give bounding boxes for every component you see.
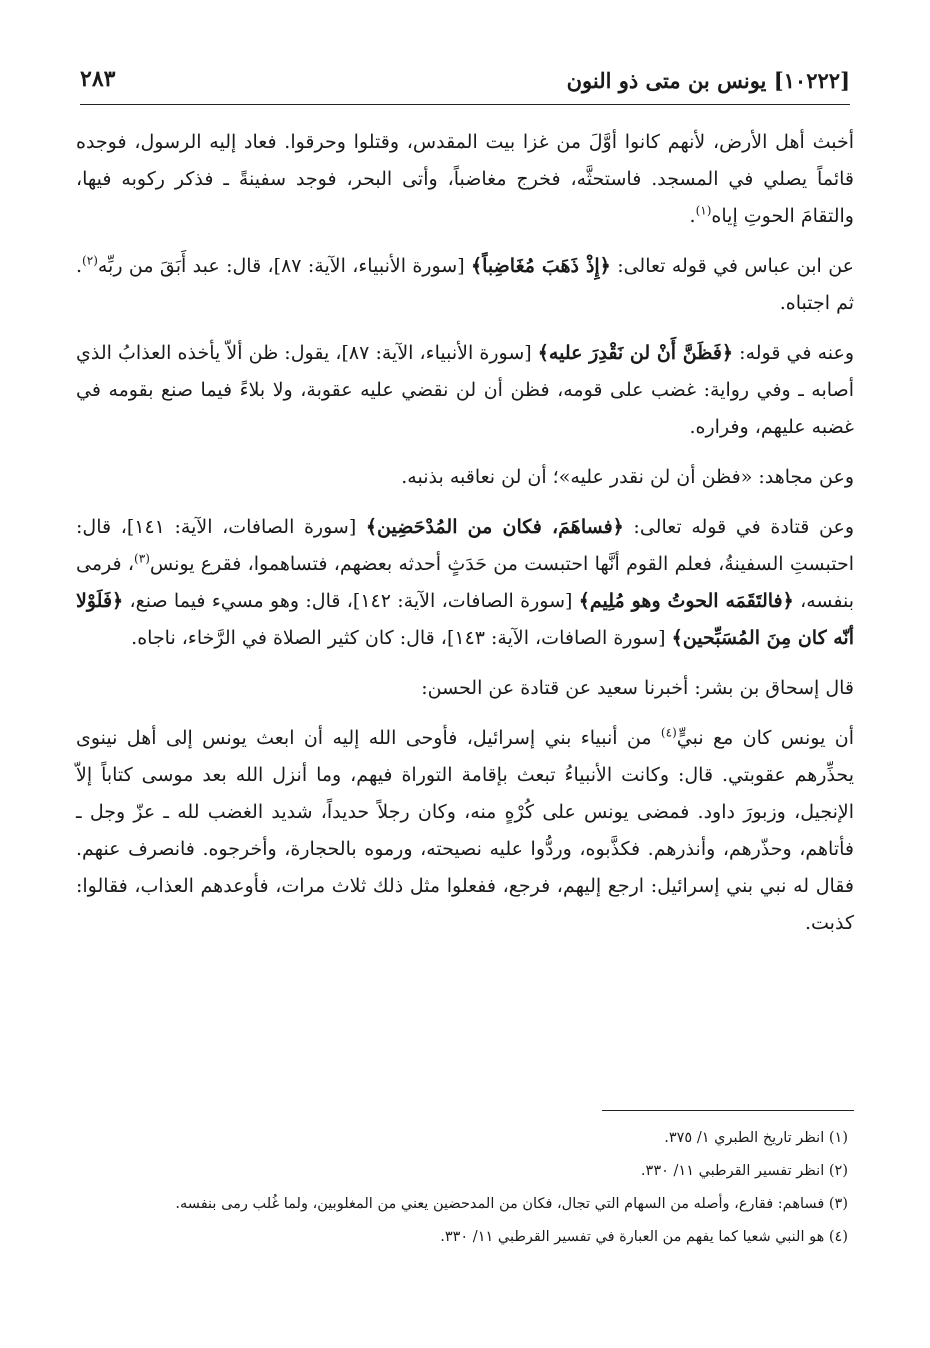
paragraph	[76, 335, 854, 446]
main-text	[76, 124, 854, 955]
text-run: [سورة الأنبياء، الآية: ٨٧]، يقول: ظن ألاّ يأخذه العذابُ الذي أصابه ـ وفي رواية: غضب على قومه، فظن أن لن نقضي عليه عقوبة، ولا بلاءً فيما صنع بقومه في غضبه عليهم، وفراره.	[76, 342, 854, 438]
footnote-text: انظر تاريخ الطبري ١/ ٣٧٥.	[664, 1130, 825, 1146]
footnote	[76, 1122, 848, 1155]
quran-quote: ﴿فَظَنَّ أَنْ لن نَقْدِرَ عليه﴾	[537, 342, 734, 364]
text-run: [سورة الأنبياء، الآية: ٨٧]، قال: عبد أَبَقَ من ربِّه	[97, 255, 471, 277]
paragraph	[76, 248, 854, 322]
text-run: وعن مجاهد: «فظن أن لن نقدر عليه»؛ أن لن نعاقبه بذنبه.	[401, 466, 854, 488]
text-run: وعنه في قوله:	[733, 342, 855, 364]
quran-quote: ﴿فساهَمَ، فكان من المُدْحَضِين﴾	[365, 516, 624, 538]
quran-quote: ﴿إِذْ ذَهَبَ مُغَاضِباً﴾	[471, 255, 611, 277]
paragraph	[76, 670, 854, 707]
text-run: [سورة الصافات، الآية: ١٤٣]، قال: كان كثير الصلاة في الرَّخاء، ناجاه.	[131, 627, 672, 649]
footnote-ref: (٣)	[134, 551, 150, 566]
text-run: ، فرمى بنفسه،	[76, 553, 854, 612]
footnote	[76, 1188, 848, 1221]
footnote-number: (٤)	[828, 1229, 848, 1245]
footnote-ref: (٤)	[660, 725, 677, 740]
text-run: قال إسحاق بن بشر: أخبرنا سعيد عن قتادة عن الحسن:	[421, 677, 854, 699]
page-number: ٢٨٣	[80, 66, 116, 92]
text-run: من أنبياء بني إسرائيل، فأوحى الله إليه أن ابعث يونس إلى أهل نينوى يحذِّرهم عقوبتي. قال: وكانت الأنبياءُ تبعث بإقامة التوراة فيهم، وما أنزل الله بعد موسى كتاباً إلاّ الإنجيل، وزبورَ داود. فمضى يونس على كُرْهٍ منه، وكان رجلاً حديداً، شديد الغضب لله ـ عزّ وجل ـ فأتاهم، وحذّرهم، وأنذرهم. فكذَّبوه، وردُّوا عليه نصيحته، ورموه بالحجارة، وأخرجوه. فانصرف عنهم. فقال له نبي بني إسرائيل: ارجع إليهم، فرجع، ففعلوا مثل ذلك ثلاث مرات، فأوعدهم العذاب، فقالوا: كذبت.	[76, 727, 854, 934]
running-header	[80, 62, 850, 102]
footnote-text: فساهم: فقارع، وأصله من السهام التي تجال، فكان من المدحضين يعني من المغلوبين، ولما غُلب رمى بنفسه.	[175, 1196, 825, 1212]
footnote-number: (٢)	[828, 1163, 848, 1179]
text-run: أن يونس كان مع نبيٍّ	[676, 727, 854, 749]
chapter-title: [١٠٢٢٢] يونس بن متى ذو النون	[566, 68, 850, 93]
text-run: وعن قتادة في قوله تعالى:	[623, 516, 854, 538]
paragraph	[76, 459, 854, 496]
footnote-ref: (١)	[695, 203, 712, 218]
footnote-divider	[602, 1110, 854, 1111]
footnotes	[76, 1122, 848, 1254]
footnote	[76, 1155, 848, 1188]
text-run: [سورة الصافات، الآية: ١٤١]، قال: احتبستِ السفينةُ، فعلم القوم أنَّها احتبست من حَدَثٍ أحدثه بعضهم، فتساهموا، فقرع يونس	[76, 516, 854, 575]
footnote-ref: (٢)	[82, 253, 98, 268]
paragraph	[76, 720, 854, 942]
footnote-number: (١)	[828, 1130, 848, 1146]
footnote	[76, 1221, 848, 1254]
paragraph	[76, 124, 854, 235]
footnote-text: هو النبي شعيا كما يفهم من العبارة في تفسير القرطبي ١١/ ٣٣٠.	[440, 1229, 825, 1245]
text-run: [سورة الصافات، الآية: ١٤٢]، قال: وهو مسيء فيما صنع،	[123, 590, 579, 612]
paragraph	[76, 509, 854, 657]
text-run: أخبث أهل الأرض، لأنهم كانوا أوَّلَ من غزا بيت المقدس، وقتلوا وحرقوا. فعاد إليه الرسول، فوجده قائماً يصلي في المسجد. فاستحثَّه، فخرج مغاضباً، وأتى البحر، فوجد سفينةً ـ فذكر ركوبه فيها، والتقامَ الحوتِ إياه	[76, 131, 854, 227]
quran-quote: ﴿فَلَوْلا أنّه كان مِنَ المُسَبِّحين﴾	[76, 590, 854, 649]
footnote-number: (٣)	[828, 1196, 848, 1212]
text-run: . ثم اجتباه.	[76, 255, 854, 314]
footnote-text: انظر تفسير القرطبي ١١/ ٣٣٠.	[640, 1163, 825, 1179]
quran-quote: ﴿فالتَقَمَه الحوتُ وهو مُلِيم﴾	[578, 590, 794, 612]
text-run: عن ابن عباس في قوله تعالى:	[610, 255, 854, 277]
text-run: .	[689, 205, 696, 227]
header-divider	[80, 104, 850, 105]
